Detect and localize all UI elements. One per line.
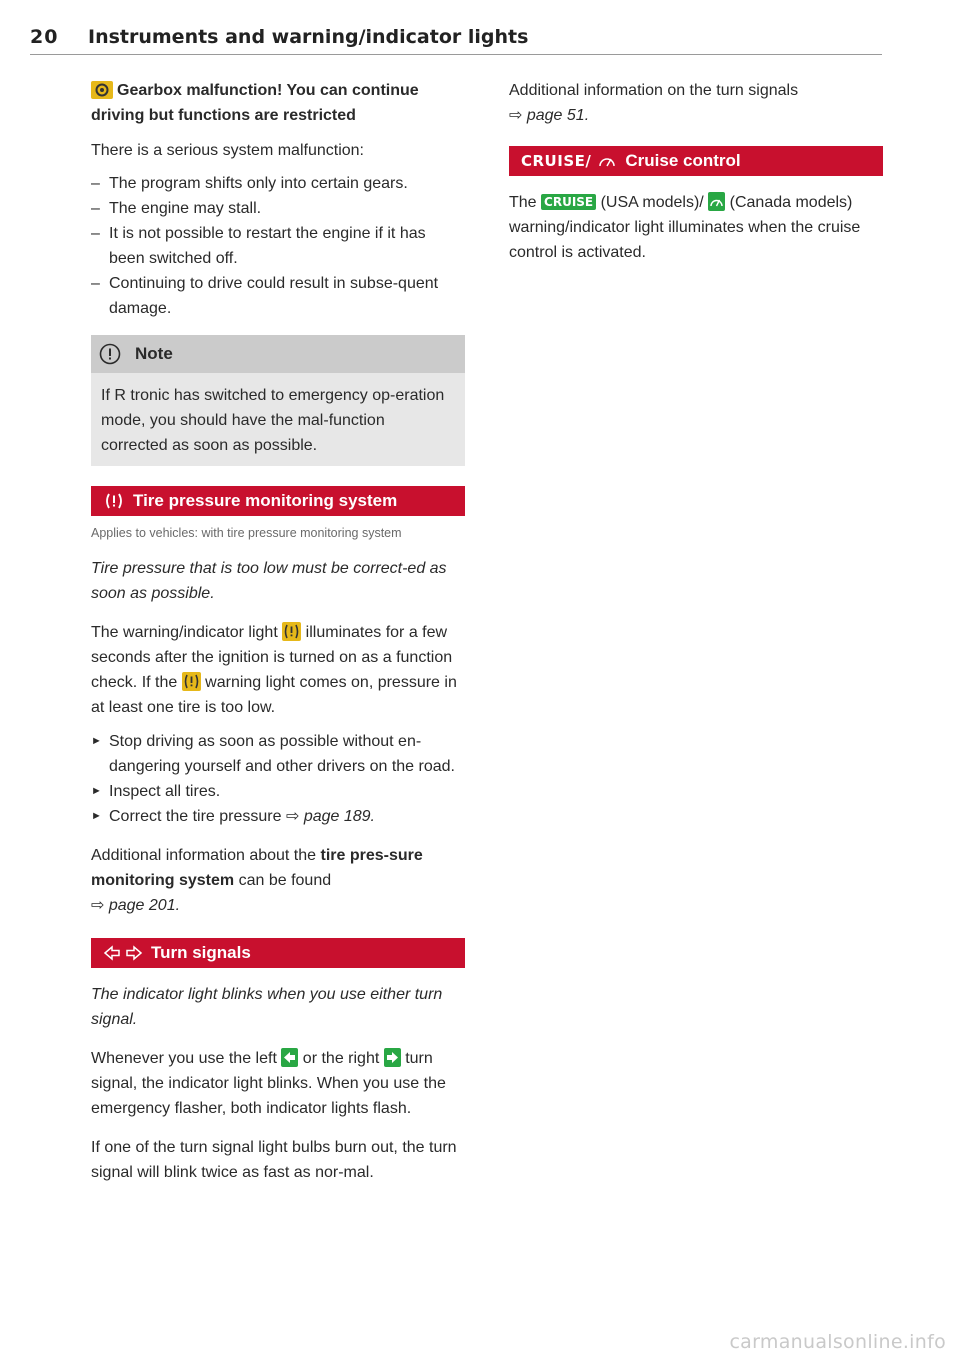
tire-pressure-banner bbox=[91, 486, 465, 516]
cruise-paragraph: The CRUISE (USA models)/ (Canada models) warning/indicator light illuminates when the cruise control is activated. bbox=[509, 194, 861, 261]
list-item: ► Stop driving as soon as possible without en-dangering yourself and other drivers on the road. bbox=[91, 733, 455, 775]
cruise-banner-text: Cruise control bbox=[625, 151, 741, 170]
page-number: 20 bbox=[30, 26, 59, 48]
cruise-banner-prefix: CRUISE/ bbox=[521, 152, 592, 170]
list-item: – The engine may stall. bbox=[91, 200, 262, 217]
turn-bulb-paragraph: If one of the turn signal light bulbs burn out, the turn signal will blink twice as fast as nor-mal. bbox=[91, 1139, 457, 1181]
page-reference[interactable]: ⇨ page 189. bbox=[285, 808, 375, 825]
cruise-badge: CRUISE bbox=[541, 194, 596, 210]
gearbox-intro: There is a serious system malfunction: bbox=[91, 142, 364, 159]
tire-paragraph: The warning/indicator light illuminates for a few seconds after the ignition is turned on as a function check. If the warning light comes on, pressure in at least one tire is too low. bbox=[91, 624, 457, 716]
list-item: – It is not possible to restart the engine if it has been switched off. bbox=[91, 225, 426, 267]
turn-banner-text: Turn signals bbox=[151, 943, 251, 962]
watermark: carmanualsonline.info bbox=[729, 1331, 946, 1353]
page-header bbox=[30, 22, 882, 55]
gearbox-list bbox=[91, 171, 465, 321]
note-body: If R tronic has switched to emergency op-eration mode, you should have the mal-function corrected as soon as possible. bbox=[101, 387, 445, 454]
list-item: – The program shifts only into certain gears. bbox=[91, 175, 408, 192]
tire-more-info: Additional information about the tire pres-sure monitoring system can be found ⇨ page 201. bbox=[91, 847, 423, 914]
turn-signals-banner bbox=[91, 938, 465, 968]
gearbox-heading-text: Gearbox malfunction! You can continue driving but functions are restricted bbox=[91, 82, 419, 124]
cruise-control-indicator-icon bbox=[708, 192, 725, 211]
list-item: ► Correct the tire pressure ⇨ page 189. bbox=[91, 808, 375, 825]
tire-lead: Tire pressure that is too low must be correct-ed as soon as possible. bbox=[91, 560, 447, 602]
note-label: Note bbox=[135, 344, 173, 363]
page-title: Instruments and warning/indicator lights bbox=[88, 26, 529, 48]
cruise-control-icon bbox=[597, 152, 617, 170]
cruise-control-banner bbox=[509, 146, 883, 176]
note-header bbox=[91, 335, 465, 373]
right-column bbox=[509, 78, 883, 265]
list-item: ► Inspect all tires. bbox=[91, 783, 221, 800]
tire-pressure-warning-icon bbox=[282, 622, 301, 641]
tire-steps bbox=[91, 729, 465, 829]
gearbox-heading bbox=[91, 78, 465, 128]
gearbox-warning-icon bbox=[91, 81, 113, 99]
turn-signal-arrows-icon bbox=[103, 944, 143, 962]
tire-pressure-warning-icon bbox=[182, 672, 201, 691]
page-reference[interactable]: ⇨ page 201. bbox=[91, 897, 181, 914]
left-column bbox=[91, 78, 465, 1185]
tire-banner-text: Tire pressure monitoring system bbox=[133, 491, 398, 510]
note-box bbox=[91, 335, 465, 466]
applies-to: Applies to vehicles: with tire pressure monitoring system bbox=[91, 526, 402, 540]
turn-signals-additional: Additional information on the turn signals ⇨ page 51. bbox=[509, 82, 799, 124]
page-reference[interactable]: ⇨ page 51. bbox=[509, 107, 590, 124]
left-turn-signal-icon bbox=[281, 1048, 298, 1067]
turn-paragraph: Whenever you use the left or the right turn signal, the indicator light blinks. When you use the emergency flasher, both indicator lights flash. bbox=[91, 1050, 446, 1117]
tire-pressure-icon bbox=[103, 492, 125, 510]
right-turn-signal-icon bbox=[384, 1048, 401, 1067]
turn-lead: The indicator light blinks when you use either turn signal. bbox=[91, 986, 443, 1028]
caution-icon bbox=[99, 343, 121, 365]
list-item: – Continuing to drive could result in subse-quent damage. bbox=[91, 275, 439, 317]
